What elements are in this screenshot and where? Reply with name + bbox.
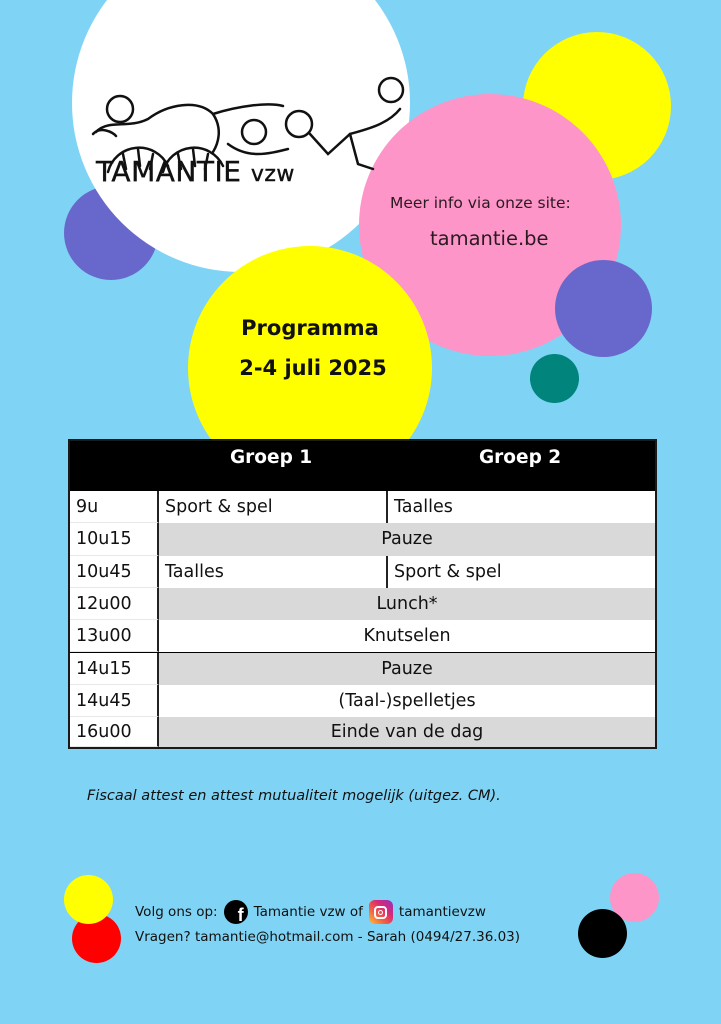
instagram-link[interactable]: tamantievzw xyxy=(398,904,486,920)
program-title: Programma xyxy=(241,316,379,340)
logo-wordmark xyxy=(96,155,295,188)
row-time: 16u00 xyxy=(70,717,159,747)
table-header xyxy=(70,441,655,491)
cell-groep-2: Sport & spel xyxy=(388,556,655,588)
table-row xyxy=(70,620,655,652)
follow-label: Volg ons op: xyxy=(135,904,218,920)
row-time: 9u xyxy=(70,491,159,523)
row-time: 13u00 xyxy=(70,620,159,652)
header-groep-2: Groep 2 xyxy=(479,447,562,468)
cell-both-groups: (Taal-)spelletjes xyxy=(159,685,655,717)
site-info-label: Meer info via onze site: xyxy=(390,194,571,212)
program-dates: 2-4 juli 2025 xyxy=(239,356,387,380)
row-time: 10u15 xyxy=(70,523,159,555)
teal-circle xyxy=(530,354,579,403)
row-time: 14u15 xyxy=(70,653,159,685)
purple-circle-right xyxy=(555,260,652,357)
table-row xyxy=(70,685,655,717)
table-row xyxy=(70,717,655,747)
table-row xyxy=(70,491,655,523)
table-row xyxy=(70,556,655,588)
cell-both-groups: Einde van de dag xyxy=(159,717,655,747)
cell-groep-1: Sport & spel xyxy=(159,491,388,523)
logo-suffix: vzw xyxy=(250,162,295,187)
yellow-circle-small xyxy=(64,875,113,924)
site-url-link[interactable]: tamantie.be xyxy=(430,227,549,250)
table-row xyxy=(70,653,655,685)
black-circle xyxy=(578,909,627,958)
cell-both-groups: Pauze xyxy=(159,653,655,685)
table-row xyxy=(70,588,655,620)
header-groep-1: Groep 1 xyxy=(230,447,313,468)
cell-both-groups: Knutselen xyxy=(159,620,655,652)
cell-groep-1: Taalles xyxy=(159,556,388,588)
logo-name: TAMANTIE xyxy=(96,155,242,188)
cell-both-groups: Lunch* xyxy=(159,588,655,620)
cell-groep-2: Taalles xyxy=(388,491,655,523)
instagram-icon[interactable] xyxy=(369,900,393,924)
schedule-table xyxy=(68,439,657,749)
row-time: 14u45 xyxy=(70,685,159,717)
social-line xyxy=(135,900,486,924)
row-time: 12u00 xyxy=(70,588,159,620)
cell-both-groups: Pauze xyxy=(159,523,655,555)
row-time: 10u45 xyxy=(70,556,159,588)
table-row xyxy=(70,523,655,555)
fiscal-note: Fiscaal attest en attest mutualiteit mogelijk (uitgez. CM). xyxy=(87,788,501,804)
contact-line: Vragen? tamantie@hotmail.com - Sarah (0494/27.36.03) xyxy=(135,929,521,945)
facebook-icon[interactable]: f xyxy=(224,900,248,924)
facebook-link[interactable]: Tamantie vzw of xyxy=(253,904,363,920)
